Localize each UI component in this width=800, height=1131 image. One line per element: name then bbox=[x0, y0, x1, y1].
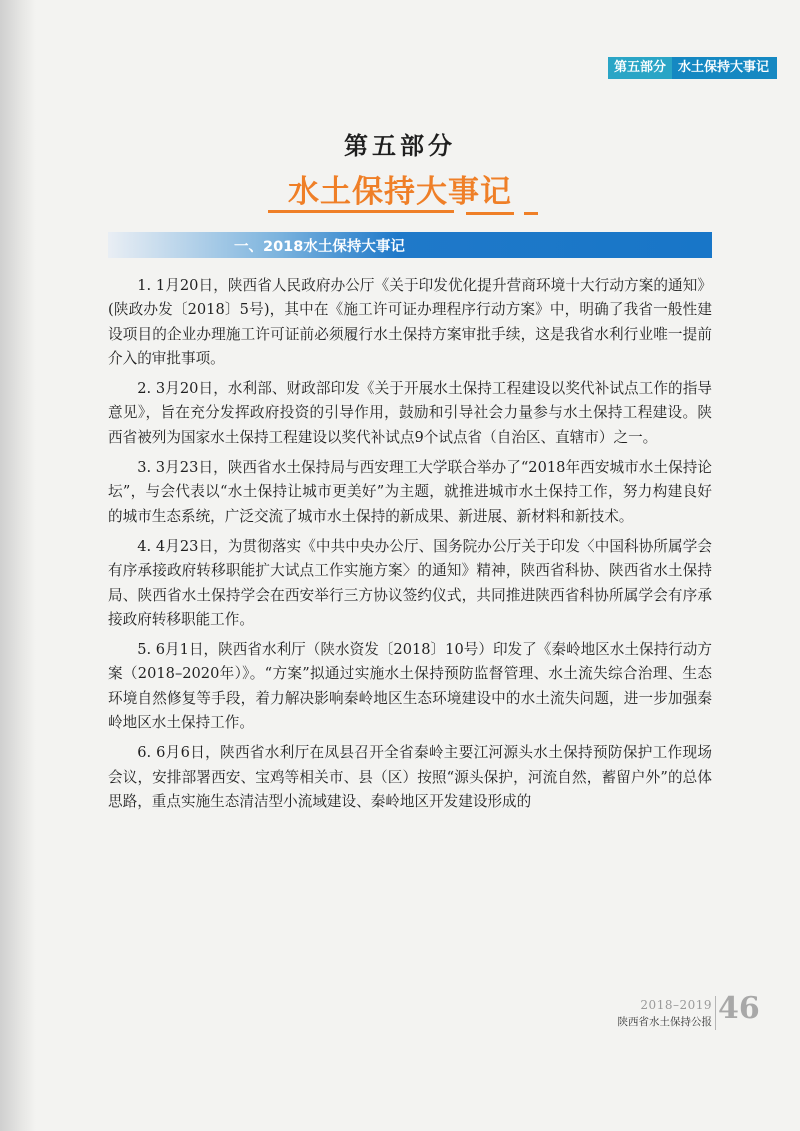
title-underline-mid bbox=[466, 212, 514, 215]
section-banner-label: 一、2018水土保持大事记 bbox=[234, 239, 405, 255]
footer-divider bbox=[715, 996, 716, 1030]
event-paragraph-6: 6. 6月6日，陕西省水利厅在凤县召开全省秦岭主要江河源头水土保持预防保护工作现场会议，安排部署西安、宝鸡等相关市、县（区）按照“源头保护，河流自然，蓄留户外”的总体思路，重点实施生态清洁型小流域建设、秦岭地区开发建设形成的 bbox=[108, 744, 712, 810]
event-paragraph-5: 5. 6月1日，陕西省水利厅（陕水资发〔2018〕10号）印发了《秦岭地区水土保持行动方案（2018–2020年）》。“方案”拟通过实施水土保持预防监督管理、水土流失综合治理、生态环境自然修复等手段，着力解决影响秦岭地区生态环境建设中的水土流失问题，进一步加强秦岭地区水土保持工作。 bbox=[108, 641, 712, 732]
footer-years: 2018–2019 bbox=[640, 998, 712, 1012]
chapter-part-heading: 第五部分 bbox=[344, 131, 456, 160]
running-header bbox=[608, 57, 777, 79]
event-paragraph-2: 2. 3月20日，水利部、财政部印发《关于开展水土保持工程建设以奖代补试点工作的指导意见》，旨在充分发挥政府投资的引导作用，鼓励和引导社会力量参与水土保持工程建设。陕西省被列为国家水土保持工程建设以奖代补试点9个试点省（自治区、直辖市）之一。 bbox=[108, 380, 712, 446]
running-header-title: 水土保持大事记 bbox=[672, 57, 777, 79]
body-text bbox=[108, 274, 712, 814]
footer-publication: 陕西省水土保持公报 bbox=[617, 1016, 712, 1028]
section-banner bbox=[108, 232, 712, 258]
title-underline-long bbox=[268, 210, 454, 213]
running-header-part: 第五部分 bbox=[608, 57, 672, 79]
title-underline-short bbox=[524, 212, 538, 215]
page-number: 46 bbox=[718, 991, 760, 1026]
event-paragraph-4: 4. 4月23日，为贯彻落实《中共中央办公厅、国务院办公厅关于印发〈中国科协所属学会有序承接政府转移职能扩大试点工作实施方案〉的通知》精神，陕西省科协、陕西省水土保持局、陕西省水土保持学会在西安举行三方协议签约仪式，共同推进陕西省科协所属学会有序承接政府转移职能工作。 bbox=[108, 537, 712, 628]
event-paragraph-3: 3. 3月23日，陕西省水土保持局与西安理工大学联合举办了“2018年西安城市水土保持论坛”，与会代表以“水土保持让城市更美好”为主题，就推进城市水土保持工作，努力构建良好的城市生态系统，广泛交流了城市水土保持的新成果、新进展、新材料和新技术。 bbox=[108, 459, 712, 525]
event-paragraph-1: 1. 1月20日，陕西省人民政府办公厅《关于印发优化提升营商环境十大行动方案的通知》(陕政办发〔2018〕5号)，其中在《施工许可证办理程序行动方案》中，明确了我省一般性建设项目的企业办理施工许可证前必须履行水土保持方案审批手续，这是我省水利行业唯一提前介入的审批事项。 bbox=[108, 277, 712, 367]
chapter-title: 水土保持大事记 bbox=[288, 174, 512, 210]
